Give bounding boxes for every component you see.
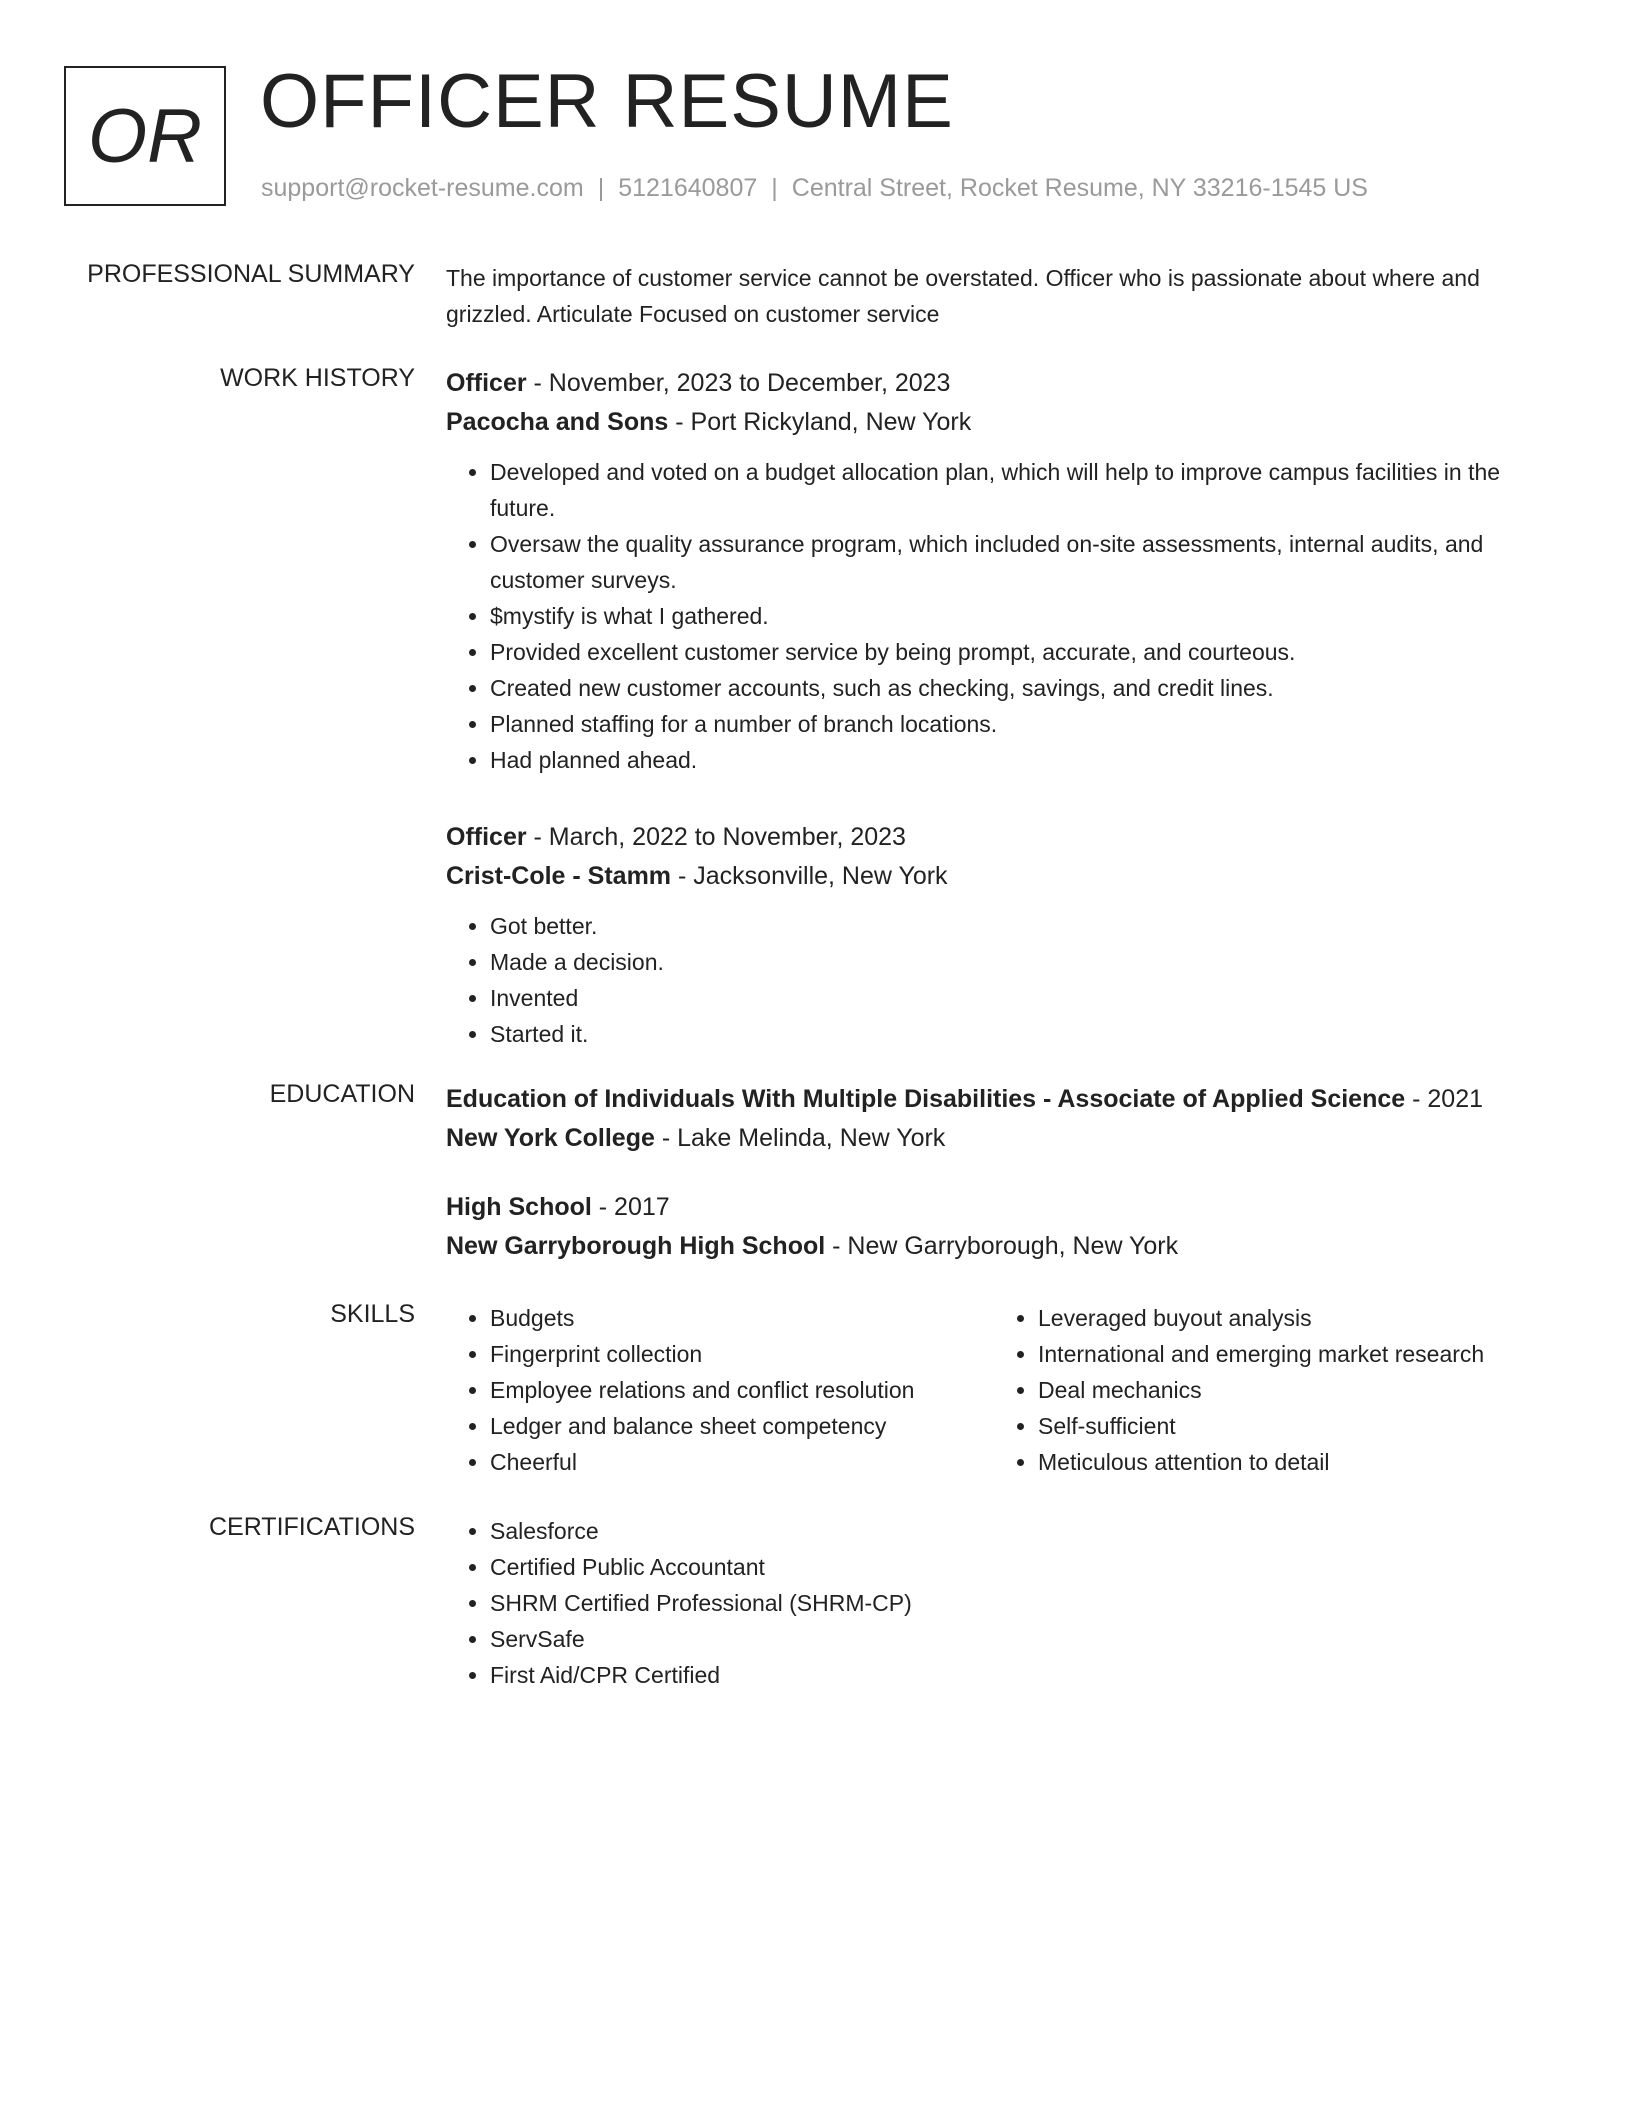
list-item: • Developed and voted on a budget allocation plan, which will help to improve campus facilities in the future.	[490, 454, 1556, 526]
degree-line	[446, 1188, 1556, 1227]
school-location: - Lake Melinda, New York	[654, 1124, 946, 1152]
school-name: New York College	[446, 1124, 655, 1152]
list-item: • Got better.	[490, 908, 1556, 944]
skill-item: • Self-sufficient	[1038, 1408, 1484, 1444]
contact-email[interactable]: support@rocket-resume.com	[261, 174, 584, 202]
job-title-line	[446, 364, 1556, 403]
certification-item: • ServSafe	[490, 1621, 1556, 1657]
degree-name: High School	[446, 1193, 592, 1221]
job-company: Crist-Cole - Stamm	[446, 862, 672, 890]
job-entry	[446, 364, 1556, 778]
skill-item: • Deal mechanics	[1038, 1372, 1484, 1408]
job-dates: - November, 2023 to December, 2023	[526, 369, 951, 397]
certification-item: • Certified Public Accountant	[490, 1549, 1556, 1585]
job-entry	[446, 818, 1556, 1052]
skill-item: • Budgets	[490, 1300, 994, 1336]
degree-year: - 2021	[1405, 1085, 1484, 1113]
skill-item: • Meticulous attention to detail	[1038, 1444, 1484, 1480]
resume-title: OFFICER RESUME	[260, 59, 954, 144]
degree-line	[446, 1080, 1556, 1119]
list-item: • Oversaw the quality assurance program, which included on-site assessments, internal audits, and customer surveys.	[490, 526, 1556, 598]
list-item: • Invented	[490, 980, 1556, 1016]
contact-address: Central Street, Rocket Resume, NY 33216-1545 US	[791, 174, 1368, 202]
skill-item: • International and emerging market research	[1038, 1336, 1484, 1372]
job-title: Officer	[446, 369, 527, 397]
list-item: • Planned staffing for a number of branch locations.	[490, 706, 1556, 742]
list-item: • Started it.	[490, 1016, 1556, 1052]
section-heading: WORK HISTORY	[220, 364, 415, 392]
job-duties-list	[446, 454, 1556, 778]
section-heading: EDUCATION	[269, 1080, 415, 1108]
skills-list-right	[994, 1300, 1484, 1480]
certifications-body	[446, 1513, 1556, 1693]
list-item: • $mystify is what I gathered.	[490, 598, 1556, 634]
job-location: - Jacksonville, New York	[671, 862, 948, 890]
list-item: • Provided excellent customer service by being prompt, accurate, and courteous.	[490, 634, 1556, 670]
skills-list-left	[446, 1300, 994, 1480]
certification-item: • Salesforce	[490, 1513, 1556, 1549]
section-heading: CERTIFICATIONS	[208, 1513, 415, 1541]
contact-separator: |	[597, 174, 605, 202]
contact-line	[261, 174, 1368, 203]
list-item: • Had planned ahead.	[490, 742, 1556, 778]
job-title-line	[446, 818, 1556, 857]
job-company-line	[446, 403, 1556, 442]
education-entry	[446, 1188, 1556, 1266]
certification-item: • First Aid/CPR Certified	[490, 1657, 1556, 1693]
skill-item: • Employee relations and conflict resolution	[490, 1372, 994, 1408]
certification-item: • SHRM Certified Professional (SHRM-CP)	[490, 1585, 1556, 1621]
job-location: - Port Rickyland, New York	[668, 408, 972, 436]
education-entry	[446, 1080, 1556, 1158]
school-line	[446, 1119, 1556, 1158]
contact-separator: |	[771, 174, 778, 202]
monogram-badge: OR	[64, 66, 226, 206]
section-heading: PROFESSIONAL SUMMARY	[87, 260, 415, 288]
job-company-line	[446, 857, 1556, 896]
job-company: Pacocha and Sons	[446, 408, 669, 436]
degree-year: - 2017	[591, 1193, 670, 1221]
certifications-list	[446, 1513, 1556, 1693]
school-location: - New Garryborough, New York	[825, 1232, 1179, 1260]
contact-phone[interactable]: 5121640807	[618, 174, 758, 202]
degree-name: Education of Individuals With Multiple Disabilities - Associate of Applied Science	[446, 1085, 1406, 1113]
list-item: • Created new customer accounts, such as checking, savings, and credit lines.	[490, 670, 1556, 706]
job-dates: - March, 2022 to November, 2023	[526, 823, 906, 851]
education-body	[446, 1080, 1556, 1266]
skill-item: • Cheerful	[490, 1444, 994, 1480]
job-duties-list	[446, 908, 1556, 1052]
school-name: New Garryborough High School	[446, 1232, 826, 1260]
work-history-body	[446, 364, 1556, 1052]
section-heading: SKILLS	[330, 1300, 415, 1328]
skill-item: • Ledger and balance sheet competency	[490, 1408, 994, 1444]
skills-columns	[446, 1300, 1556, 1480]
skill-item: • Fingerprint collection	[490, 1336, 994, 1372]
job-title: Officer	[446, 823, 527, 851]
list-item: • Made a decision.	[490, 944, 1556, 980]
summary-text: The importance of customer service cannot be overstated. Officer who is passionate about where and grizzled. Articulate Focused on customer service	[446, 265, 1480, 327]
skill-item: • Leveraged buyout analysis	[1038, 1300, 1484, 1336]
school-line	[446, 1227, 1556, 1266]
